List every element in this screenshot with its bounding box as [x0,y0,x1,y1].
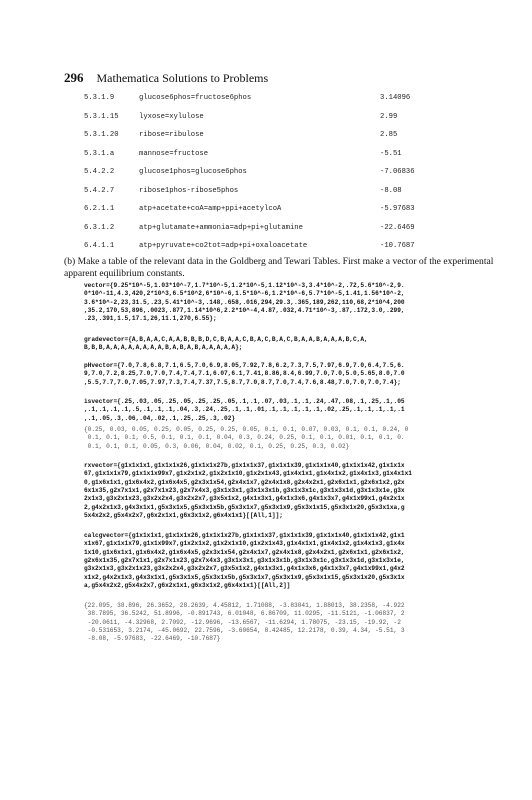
instruction-paragraph: (b) Make a table of the relevant data in the Goldberg and Tewari Tables. First make a vector of the experimental apparent equilibrium constants. [64,256,494,279]
page-header [64,70,268,86]
table-cell-id: 5.4.2.7 [84,186,115,195]
table-cell-value: -10.7687 [380,242,415,250]
code-calcg-output: {22.095, 38.896, 26.3652, 28.2639, 4.45812, 1.71088, -3.83041, 1.88013, 38.2358, -4.922 38.7895, 36.5242, 51.8996, -0.891743, 6.01048, 6.86709, 11.0295, -11.5121, -1.06837, 2 -20.0611, -4.32968, 2.7092, -12.9696, -13.6567, -11.6294, 1.78075, -23.15, -19.92, -2 -0.531653, 3.2174, -45.0692, 22.7596, -3.60654, 8.42485, 12.2178, 0.39, 4.34, -5.51, 3 -8.08, -5.97683, -22.6469, -10.7687} [84,602,405,643]
table-cell-id: 5.3.1.9 [84,94,115,102]
table-cell-id: 6.2.1.1 [84,205,115,213]
table-cell-value: -5.97683 [380,205,415,213]
table-cell-reaction: glucose6phos=fructose6phos [139,94,252,102]
table-cell-reaction: ribose1phos-ribose5phos [139,186,239,195]
page-number: 296 [64,70,84,85]
table-cell-reaction: lyxose=xylulose [139,112,204,121]
table-cell-value: -7.06836 [380,168,415,176]
table-cell-value: -8.08 [380,186,402,195]
code-calcgvector: calcgvector={g1x1x1x1,g1x1x1x26,g1x1x1x27b,g1x1x1x37,g1x1x1x39,g1x1x1x40,g1x1x1x42,g1x1 x1x67,g1x1x1x79,g1x1x99x7,g1x2x1x2,g1x2x1x10,g1x2x1x43,g1x4x1x1,g1x4x1x2,g1x4x1x3,g1x4x 1x10,g1x6x1x1,g1x6x4x2,g1x6x4x5,g2x3x1x54,g2x4x1x7,g2x4x1x8,g2x4x2x1,g2x6x1x1,g2x6x1x2, g2x6x1x35,g2x7x1x1,g2x7x1x23,g2x7x4x3,g3x1x3x1,g3x1x3x1b,g3x1x3x1c,g3x1x3x1d,g3x1x3x1e, g3x2x1x3,g3x2x1x23,g3x2x2x4,g3x2x2x7,g3x5x1x2,g4x1x3x1,g4x1x3x6,g4x1x3x7,g4x1x99x1,g4x2 x1x2,g4x2x1x3,g4x3x1x1,g5x3x1x5,g5x3x1x5b,g5x3x1x7,g5x3x1x9,g5x3x1x15,g5x3x1x20,g5x3x1x a,g5x4x2x2,g5x4x2x7,g6x2x1x1,g6x3x1x2,g6x4x1x1}[[All,2]] [84,532,405,590]
table-cell-id: 5.4.2.2 [84,168,115,176]
table-cell-value: -5.51 [380,149,402,158]
code-isvector-output: {0.25, 0.03, 0.05, 0.25, 0.05, 0.25, 0.25, 0.05, 0.1, 0.1, 0.07, 0.03, 0.1, 0.1, 0.24, 0 0.1, 0.1, 0.1, 0.5, 0.1, 0.1, 0.1, 0.04, 0.3, 0.24, 0.25, 0.1, 0.1, 0.01, 0.1, 0.1, 0. 0.1, 0.1, 0.1, 0.05, 0.3, 0.06, 0.04, 0.02, 0.1, 0.25, 0.25, 0.3, 0.02} [84,426,409,450]
table-cell-reaction: glucose1phos=glucose6phos [139,168,247,176]
table-cell-id: 6.4.1.1 [84,242,115,250]
table-cell-id: 5.3.1.20 [84,131,119,139]
code-rxvector: rxvector={g1x1x1x1,g1x1x1x26,g1x1x1x27b,g1x1x1x37,g1x1x1x39,g1x1x1x40,g1x1x1x42,g1x1x1x 67,g1x1x1x79,g1x1x1x99x7,g1x2x1x2,g1x2x1x10,g1x2x1x43,g1x4x1x1,g1x4x1x2,g1x4x1x3,g1x4x1x1 0,g1x6x1x1,g1x6x4x2,g1x6x4x5,g2x3x1x54,g2x4x1x7,g2x4x1x8,g2x4x2x1,g2x6x1x1,g2x6x1x2,g2x 6x1x35,g2x7x1x1,g2x7x1x23,g2x7x4x3,g3x1x3x1,g3x1x3x1b,g3x1x3x1c,g3x1x3x1d,g3x1x3x1e,g3x 2x1x3,g3x2x1x23,g3x2x2x4,g3x2x2x7,g3x5x1x2,g4x1x3x1,g4x1x3x6,g4x1x3x7,g4x1x99x1,g4x2x1x 2,g4x2x1x3,g4x3x1x1,g5x3x1x5,g5x3x1x5b,g5x3x1x7,g5x3x1x9,g5x3x1x15,g5x3x1x20,g5x3x1xa,g 5x4x2x2,g5x4x2x7,g6x2x1x1,g6x3x1x2,g6x4x1x1}[[All,1]]; [84,462,412,520]
code-gradevector: gradevector={A,B,A,A,C,A,A,B,B,B,D,C,B,A,A,C,B,A,C,B,A,C,B,A,A,B,A,A,A,B,C,A, B,B,B,A,A,A,A,A,A,A,A,B,A,B,A,B,A,A,A,A,A}; [84,336,368,352]
table-cell-id: 6.3.1.2 [84,223,115,232]
table-cell-value: 3.14096 [380,94,411,102]
code-vector: vector={9.25*10^-5,1.03*10^-7,1.7*10^-5,1.2*10^-5,1.12*10^-3,3.4*10^-2,.72,5.6*10^-2,9. 0*10^-11,4.3,420,2*10^3,6.5*10^2,6*10^-6,1.5*10^-6,1.2*10^-6,5.7*10^-5,1.41,1.56*10^-2, 3.6*10^-2,23,31.5,.23,5.41*10^-3,.148,.658,.016,294,29.3,.365,189,262,110,68,2*10^4,200 ,35.2,170,53,896,.0023,.877,1.14*10^6,2.2*10^-4,4.87,.032,4.71*10^-3,.87,.172,3.0,.299, .23,.391,1.5,17.1,26,11.1,270,6.55}; [84,282,405,323]
table-cell-value: 2.99 [380,112,398,121]
table-cell-reaction: atp+pyruvate+co2tot=adp+pi+oxaloacetate [139,242,308,250]
table-cell-reaction: ribose=ribulose [139,131,204,139]
code-isvector-input: isvector={.25,.03,.05,.25,.05,.25,.25,.05,.1,.1,.07,.03,.1,.1,.24,.47,.08,.1,.25,.1,.05 ,.1,.1,.1,.1,.5,.1,.1,.1,.04,.3,.24,.25,.1,.1,.01,.1,.1,.1,.1,.1,.02,.25,.1,.1,.1,.1,.1 ,.1,.05,.3,.06,.04,.02,.1,.25,.25,.3,.02} [84,398,405,422]
table-cell-value: -22.6469 [380,223,415,232]
running-title: Mathematica Solutions to Problems [96,71,269,85]
table-cell-reaction: atp+acetate+coA=amp+ppi+acetylcoA [139,205,282,213]
table-cell-id: 5.3.1.a [84,149,115,158]
table-cell-id: 5.3.1.15 [84,112,119,121]
table-cell-reaction: mannose=fructose [139,149,209,158]
table-cell-value: 2.85 [380,131,398,139]
code-phvector: pHvector={7.0,7.8,6.8,7.1,6.5,7.0,6.9,8.05,7.92,7.8,6.2,7.3,7.5,7.97,6.9,7.0,6.4,7.5,6. 9,7.0,7.2,8.25,7.0,7.0,7.4,7.4,7.1,6.07,6.1,7.41,8.86,8.4,6.99,7.0,7.0,5.0,5.65,8.0,7.0 ,5.5,7.7,7.0,7.05,7.97,7.3,7.4,7.37,7.5,8.7,7.0,8.7,7.0,7.4,7.6,8.48,7.0,7.0,7.0,7.4}; [84,362,405,386]
table-cell-reaction: atp+glutamate+ammonia=adp+pi+glutamine [139,223,303,232]
